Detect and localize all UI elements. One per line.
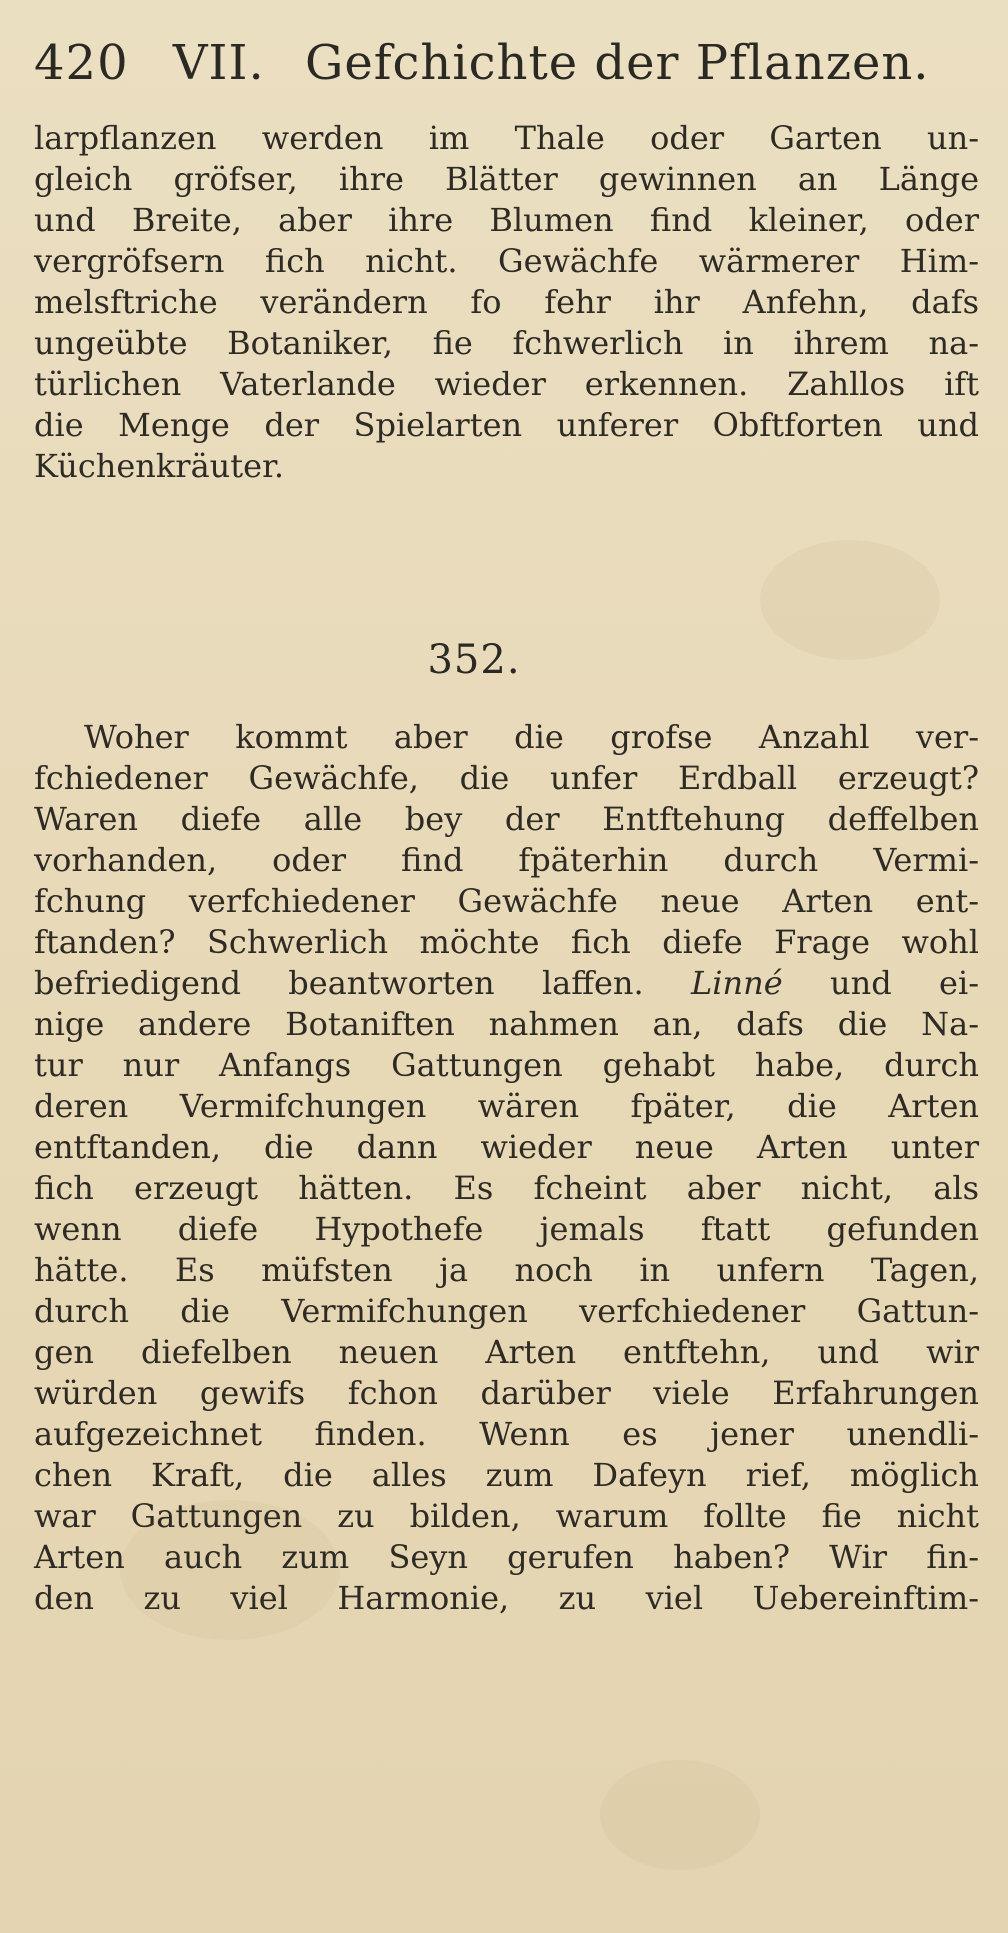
text-line: fchung verfchiedener Gewächfe neue Arten ent- bbox=[34, 882, 979, 920]
text-line: fich erzeugt hätten. Es fcheint aber nicht, als bbox=[34, 1169, 979, 1207]
text-line: aufgezeichnet finden. Wenn es jener unendli- bbox=[34, 1415, 979, 1453]
text-line: wenn diefe Hypothefe jemals ftatt gefunden bbox=[34, 1210, 979, 1248]
text-line-with-emphasis bbox=[34, 963, 979, 1004]
text-line: Küchenkräuter. bbox=[34, 447, 285, 485]
text-line: hätte. Es müfsten ja noch in unfern Tagen, bbox=[34, 1251, 979, 1289]
page-number: 420 bbox=[34, 35, 129, 91]
chapter-title: Gefchichte der Pflanzen. bbox=[305, 35, 930, 91]
section-number bbox=[0, 630, 1008, 690]
text-line: fchiedener Gewächfe, die unfer Erdball erzeugt? bbox=[34, 759, 979, 797]
paper-stain bbox=[600, 1760, 760, 1870]
section-number-text: 352. bbox=[427, 637, 521, 683]
text-line: larpflanzen werden im Thale oder Garten un- bbox=[34, 119, 979, 157]
running-header bbox=[34, 22, 974, 104]
author-name-emphasis: Linné bbox=[691, 964, 783, 1002]
text-line: war Gattungen zu bilden, warum follte fie nicht bbox=[34, 1497, 979, 1535]
text-segment: und ei- bbox=[830, 964, 980, 1002]
text-line: ftanden? Schwerlich möchte fich diefe Frage wohl bbox=[34, 923, 979, 961]
chapter-number: VII. bbox=[172, 35, 265, 91]
text-line: den zu viel Harmonie, zu viel Uebereinftim- bbox=[34, 1579, 979, 1617]
text-line: chen Kraft, die alles zum Dafeyn rief, möglich bbox=[34, 1456, 979, 1494]
text-line: gen diefelben neuen Arten entftehn, und wir bbox=[34, 1333, 979, 1371]
text-line: entftanden, die dann wieder neue Arten unter bbox=[34, 1128, 979, 1166]
paragraph-1 bbox=[34, 118, 979, 487]
text-line: nige andere Botaniften nahmen an, dafs die Na- bbox=[34, 1005, 979, 1043]
text-line: Arten auch zum Seyn gerufen haben? Wir fin- bbox=[34, 1538, 979, 1576]
text-line: vorhanden, oder find fpäterhin durch Vermi- bbox=[34, 841, 979, 879]
text-line: die Menge der Spielarten unferer Obftforten und bbox=[34, 406, 979, 444]
text-line: Woher kommt aber die grofse Anzahl ver- bbox=[84, 718, 979, 756]
text-line: melsftriche verändern fo fehr ihr Anfehn, dafs bbox=[34, 283, 979, 321]
paragraph-2 bbox=[34, 717, 979, 1619]
text-line: tur nur Anfangs Gattungen gehabt habe, durch bbox=[34, 1046, 979, 1084]
text-line: Waren diefe alle bey der Entftehung deffelben bbox=[34, 800, 979, 838]
text-line: durch die Vermifchungen verfchiedener Gattun- bbox=[34, 1292, 979, 1330]
text-line: und Breite, aber ihre Blumen find kleiner, oder bbox=[34, 201, 979, 239]
text-line: ungeübte Botaniker, fie fchwerlich in ihrem na- bbox=[34, 324, 979, 362]
text-line: vergröfsern fich nicht. Gewächfe wärmerer Him- bbox=[34, 242, 979, 280]
text-line: deren Vermifchungen wären fpäter, die Arten bbox=[34, 1087, 979, 1125]
text-line: türlichen Vaterlande wieder erkennen. Zahllos ift bbox=[34, 365, 979, 403]
text-segment: befriedigend beantworten laffen. bbox=[34, 964, 644, 1002]
text-line: gleich gröfser, ihre Blätter gewinnen an Länge bbox=[34, 160, 979, 198]
text-line: würden gewifs fchon darüber viele Erfahrungen bbox=[34, 1374, 979, 1412]
